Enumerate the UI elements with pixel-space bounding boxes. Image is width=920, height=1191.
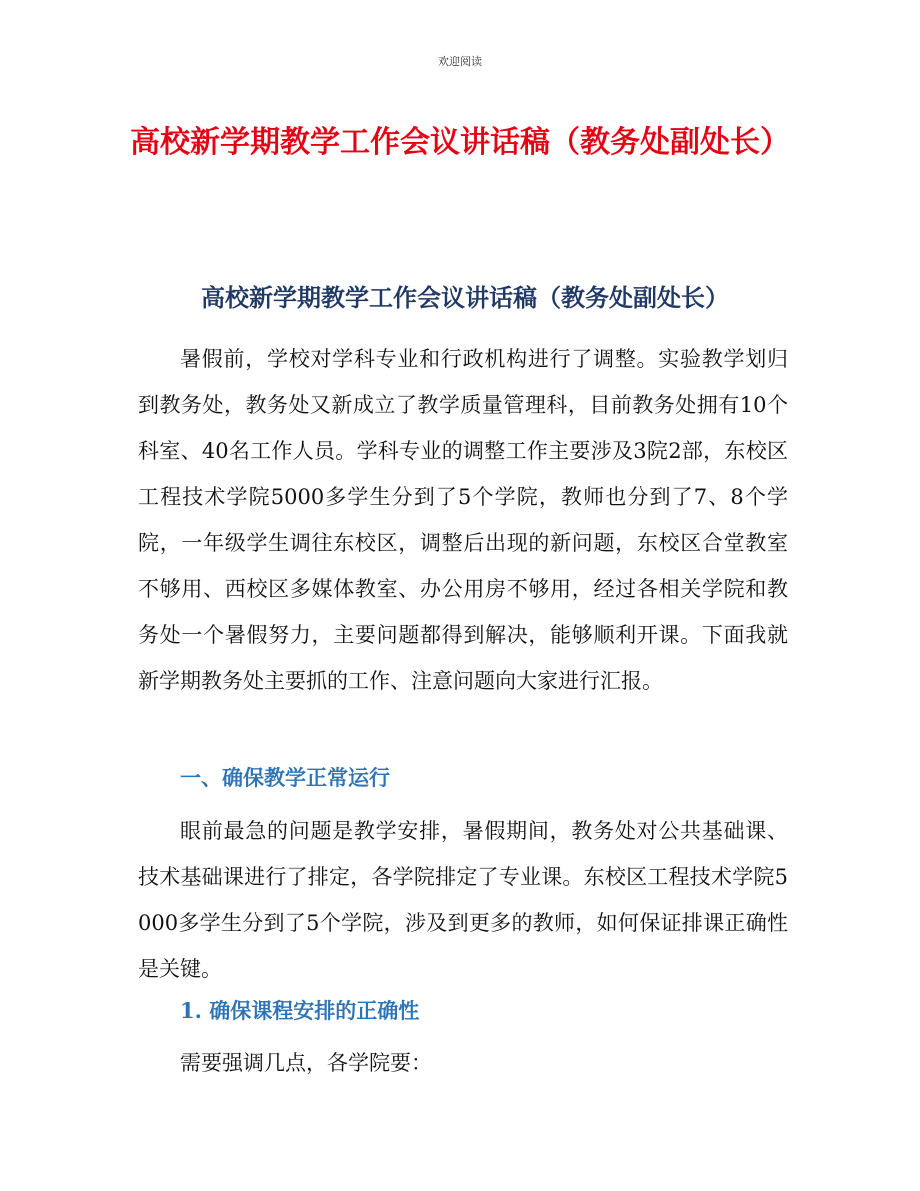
section-heading-1: 一、确保教学正常运行	[180, 765, 390, 790]
section-heading-1-1: 1. 确保课程安排的正确性	[180, 998, 420, 1023]
document-title: 高校新学期教学工作会议讲话稿（教务处副处长）	[130, 125, 790, 160]
intro-paragraph: 暑假前，学校对学科专业和行政机构进行了调整。实验教学划归到教务处，教务处又新成立了教学质量管理科，目前教务处拥有10个科室、40名工作人员。学科专业的调整工作主要涉及3院2部，东校区工程技术学院5000多学生分到了5个学院，教师也分到了7、8个学院，一年级学生调往东校区，调整后出现的新问题，东校区合堂教室不够用、西校区多媒体教室、办公用房不够用，经过各相关学院和教务处一个暑假努力，主要问题都得到解决，能够顺利开课。下面我就新学期教务处主要抓的工作、注意问题向大家进行汇报。	[138, 347, 788, 693]
section-1-1-paragraph: 需要强调几点，各学院要：	[180, 1051, 432, 1075]
header-note: 欢迎阅读	[438, 55, 482, 68]
section-1-paragraph: 眼前最急的问题是教学安排，暑假期间，教务处对公共基础课、技术基础课进行了排定，各学院排定了专业课。东校区工程技术学院5000多学生分到了5个学院，涉及到更多的教师，如何保证排课正确性是关键。	[138, 819, 788, 981]
document-subtitle: 高校新学期教学工作会议讲话稿（教务处副处长）	[201, 284, 729, 312]
